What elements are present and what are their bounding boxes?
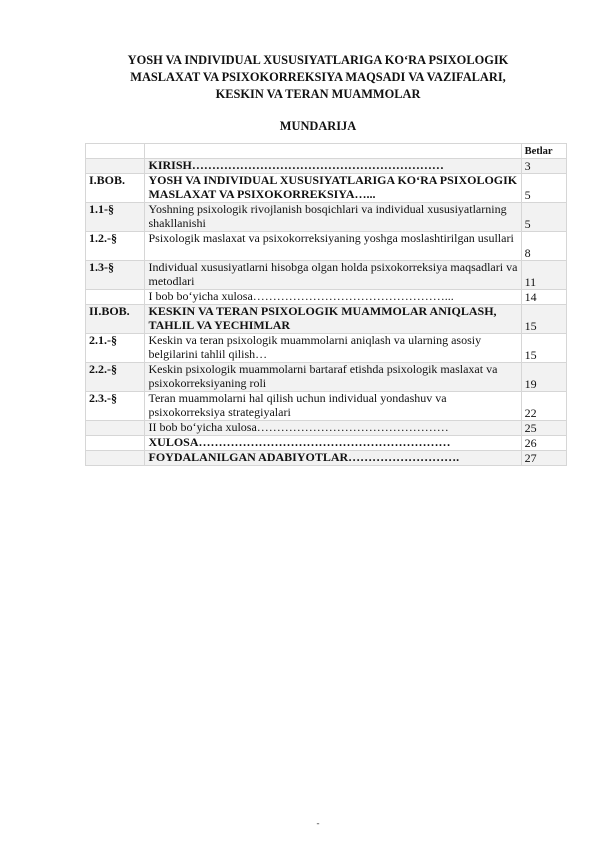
toc-page: 11 [521, 261, 566, 290]
toc-num [86, 290, 145, 305]
toc-row[interactable] [86, 334, 567, 363]
toc-table [85, 143, 567, 466]
toc-row[interactable] [86, 261, 567, 290]
toc-page: 25 [521, 421, 566, 436]
toc-row[interactable] [86, 451, 567, 466]
toc-num: I.BOB. [86, 174, 145, 203]
toc-num [86, 436, 145, 451]
toc-row[interactable] [86, 232, 567, 261]
toc-entry[interactable]: Keskin va teran psixologik muammolarni aniqlash va ularning asosiy belgilarini tahlil qilish… [145, 334, 521, 363]
toc-num: 1.2.-§ [86, 232, 145, 261]
toc-entry[interactable]: Teran muammolarni hal qilish uchun individual yondashuv va psixokorreksiya strategiyalari [145, 392, 521, 421]
toc-page: 15 [521, 334, 566, 363]
toc-page: 5 [521, 203, 566, 232]
toc-row[interactable] [86, 392, 567, 421]
toc-row[interactable] [86, 436, 567, 451]
toc-page: 3 [521, 159, 566, 174]
toc-entry[interactable]: XULOSA……………………………………………………… [145, 436, 521, 451]
toc-entry[interactable]: Psixologik maslaxat va psixokorreksiyaning yoshga moslashtirilgan usullari [145, 232, 521, 261]
toc-page: 22 [521, 392, 566, 421]
toc-num: 2.2.-§ [86, 363, 145, 392]
title-line: MASLAXAT VA PSIXOKORREKSIYA MAQSADI VA VAZIFALARI, [130, 70, 506, 84]
toc-num [86, 451, 145, 466]
toc-num [86, 159, 145, 174]
title-line: YOSH VA INDIVIDUAL XUSUSIYATLARIGA KO‘RA PSIXOLOGIK [127, 53, 509, 67]
toc-page: 14 [521, 290, 566, 305]
toc-page: 27 [521, 451, 566, 466]
toc-entry[interactable]: KIRISH……………………………………………………… [145, 159, 521, 174]
toc-row[interactable] [86, 290, 567, 305]
toc-page: 26 [521, 436, 566, 451]
toc-row[interactable] [86, 203, 567, 232]
toc-num: II.BOB. [86, 305, 145, 334]
toc-entry[interactable]: Keskin psixologik muammolarni bartaraf etishda psixologik maslaxat va psixokorreksiyaning roli [145, 363, 521, 392]
toc-entry[interactable]: Individual xususiyatlarni hisobga olgan holda psixokorreksiya maqsadlari va metodlari [145, 261, 521, 290]
title-line: KESKIN VA TERAN MUAMMOLAR [215, 87, 421, 101]
toc-entry[interactable]: FOYDALANILGAN ADABIYOTLAR………………………. [145, 451, 521, 466]
toc-num [86, 421, 145, 436]
toc-num: 2.3.-§ [86, 392, 145, 421]
toc-num: 1.3-§ [86, 261, 145, 290]
toc-row[interactable] [86, 305, 567, 334]
toc-header-pages: Betlar [521, 144, 566, 159]
document-title [60, 52, 576, 103]
page-footer: - [316, 818, 320, 828]
toc-row[interactable] [86, 174, 567, 203]
toc-entry[interactable]: KESKIN VA TERAN PSIXOLOGIK MUAMMOLAR ANIQLASH, TAHLIL VA YECHIMLAR [145, 305, 521, 334]
toc-page: 5 [521, 174, 566, 203]
toc-header-text [145, 144, 521, 159]
toc-page: 15 [521, 305, 566, 334]
toc-page: 8 [521, 232, 566, 261]
toc-heading: MUNDARIJA [279, 119, 357, 133]
toc-num: 2.1.-§ [86, 334, 145, 363]
toc-entry[interactable]: II bob bo‘yicha xulosa………………………………………… [145, 421, 521, 436]
toc-header-num [86, 144, 145, 159]
toc-entry[interactable]: YOSH VA INDIVIDUAL XUSUSIYATLARIGA KO‘RA PSIXOLOGIK MASLAXAT VA PSIXOKORREKSIYA…... [145, 174, 521, 203]
toc-row[interactable] [86, 159, 567, 174]
toc-header-row [86, 144, 567, 159]
toc-entry[interactable]: I bob bo‘yicha xulosa…………………………………………... [145, 290, 521, 305]
toc-num: 1.1-§ [86, 203, 145, 232]
toc-row[interactable] [86, 363, 567, 392]
toc-page: 19 [521, 363, 566, 392]
toc-entry[interactable]: Yoshning psixologik rivojlanish bosqichlari va individual xususiyatlarning shakllanishi [145, 203, 521, 232]
toc-row[interactable] [86, 421, 567, 436]
